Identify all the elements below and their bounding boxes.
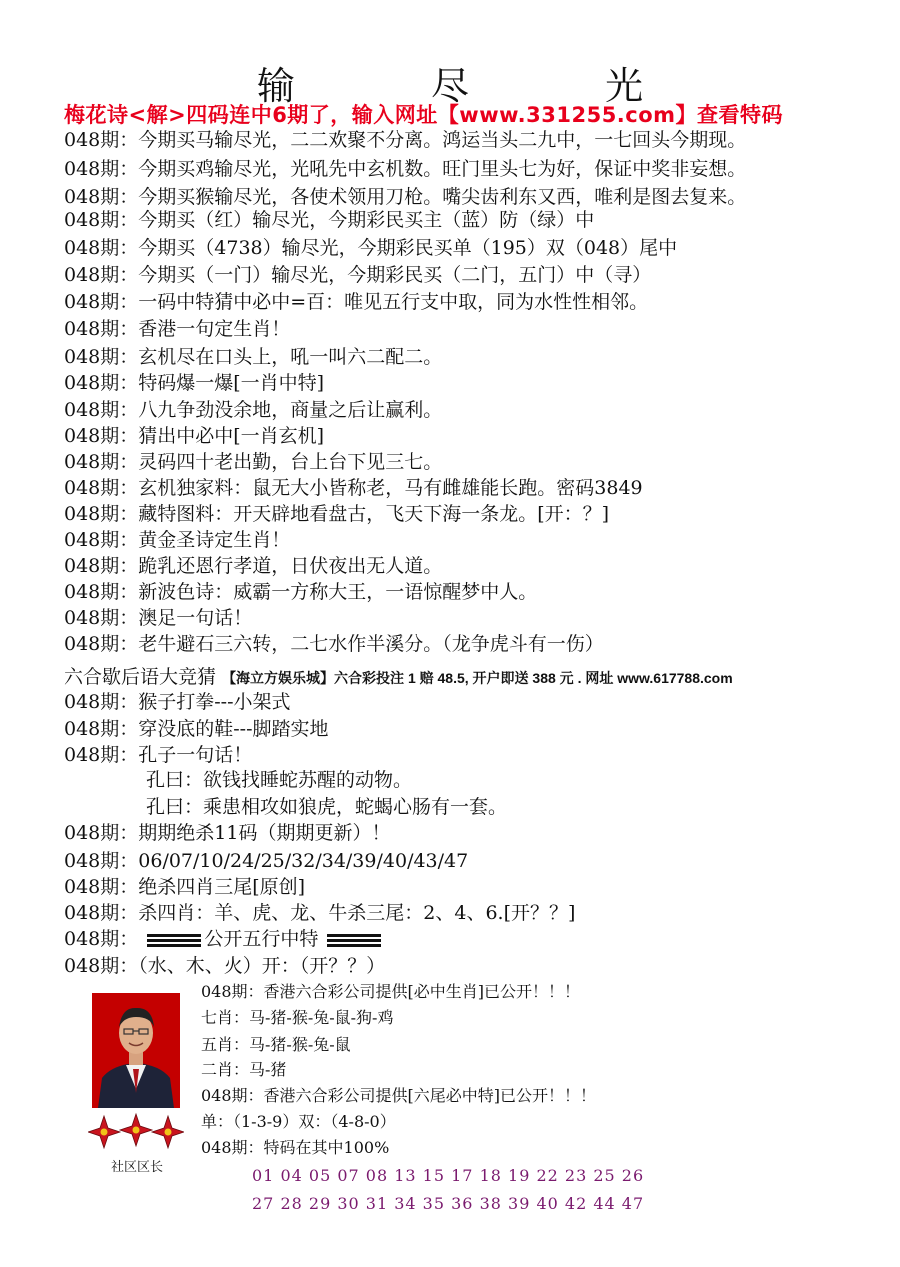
list-item: 二肖：马-猪 [201, 1060, 287, 1079]
list-item: 048期：杀四肖：羊、虎、龙、牛杀三尾：2、4、6.[开？？] [64, 902, 576, 924]
list-item: 048期：期期绝杀11码（期期更新）！ [64, 822, 391, 844]
list-item: 048期：一码中特猜中必中=百：唯见五行支中取，同为水性性相邻。 [64, 291, 649, 313]
list-item: 048期：澳足一句话！ [64, 607, 253, 629]
list-item: 单：（1-3-9）双：（4-8-0） [201, 1112, 396, 1131]
list-item: 048期：（水、木、火）开：（开？？） [64, 955, 386, 977]
list-item: 048期：香港六合彩公司提供[必中生肖]已公开！！！ [201, 982, 581, 1001]
wuxing-heading: 公开五行中特 [204, 928, 319, 950]
list-item: 048期：今期买马输尽光，二二欢聚不分离。鸿运当头二九中，一七回头今期现。 [64, 129, 747, 151]
trigram-icon [147, 934, 201, 947]
promo-banner[interactable]: 梅花诗<解>四码连中6期了，输入网址【www.331255.com】查看特码 [64, 103, 784, 127]
ad-line[interactable] [64, 662, 733, 689]
list-item: 048期：香港一句定生肖！ [64, 318, 291, 340]
wuxing-line [64, 926, 384, 952]
trigram-icon [327, 934, 381, 947]
number-row: 27 28 29 30 31 34 35 36 38 39 40 42 44 47 [252, 1194, 645, 1213]
list-item: 048期：猜出中必中[一肖玄机] [64, 425, 325, 447]
period-label: 048期： [64, 928, 139, 950]
list-item: 048期：今期买（4738）输尽光，今期彩民买单（195）双（048）尾中 [64, 237, 678, 259]
list-item: 048期：老牛避石三六转，二七水作半溪分。（龙争虎斗有一伤） [64, 633, 604, 655]
list-item: 048期：今期买（红）输尽光，今期彩民买主（蓝）防（绿）中 [64, 209, 595, 231]
page-title: 输 尽 光 [256, 64, 706, 108]
list-item: 048期：新波色诗：威霸一方称大王，一语惊醒梦中人。 [64, 581, 538, 603]
list-item: 048期：今期买（一门）输尽光，今期彩民买（二门，五门）中（寻） [64, 264, 652, 286]
list-item: 048期：藏特图料：开天辟地看盘古，飞天下海一条龙。[开：？] [64, 503, 610, 525]
list-item: 七肖：马-猪-猴-兔-鼠-狗-鸡 [201, 1008, 394, 1027]
list-item: 048期：黄金圣诗定生肖！ [64, 529, 291, 551]
list-item: 048期：06/07/10/24/25/32/34/39/40/43/47 [64, 850, 469, 872]
medal-icons [88, 1110, 184, 1154]
list-item: 048期：特码在其中100% [201, 1138, 390, 1157]
list-item: 048期：跪乳还恩行孝道，日伏夜出无人道。 [64, 555, 443, 577]
ad-prefix: 六合歇后语大竞猜 [64, 666, 217, 688]
ad-link[interactable]: 【海立方娱乐城】六合彩投注 1 赔 48.5, 开户即送 388 元 . 网址 www.617788.com [222, 670, 733, 686]
list-item: 048期：玄机独家料：鼠无大小皆称老，马有雌雄能长跑。密码3849 [64, 477, 643, 499]
list-item: 孔曰：乘患相攻如狼虎，蛇蝎心肠有一套。 [146, 796, 508, 818]
list-item: 048期：绝杀四肖三尾[原创] [64, 876, 306, 898]
list-item: 048期：今期买猴输尽光，各使术领用刀枪。嘴尖齿利东又西，唯利是图去复来。 [64, 186, 747, 208]
list-item: 五肖：马-猪-猴-兔-鼠 [201, 1035, 351, 1054]
list-item: 048期：今期买鸡输尽光，光吼先中玄机数。旺门里头七为好，保证中奖非妄想。 [64, 158, 747, 180]
list-item: 048期：穿没底的鞋---脚踏实地 [64, 718, 329, 740]
list-item: 048期：玄机尽在口头上，吼一叫六二配二。 [64, 346, 443, 368]
photo-caption: 社区区长 [110, 1160, 163, 1175]
list-item: 048期：猴子打拳---小架式 [64, 691, 291, 713]
list-item: 048期：八九争劲没余地，商量之后让赢利。 [64, 399, 443, 421]
number-row: 01 04 05 07 08 13 15 17 18 19 22 23 25 26 [252, 1166, 645, 1185]
avatar [92, 993, 180, 1108]
list-item: 孔曰：欲钱找睡蛇苏醒的动物。 [146, 769, 413, 791]
list-item: 048期：灵码四十老出勤，台上台下见三七。 [64, 451, 443, 473]
list-item: 048期：特码爆一爆[一肖中特] [64, 372, 325, 394]
list-item: 048期：香港六合彩公司提供[六尾必中特]已公开！！！ [201, 1086, 597, 1105]
list-item: 048期：孔子一句话！ [64, 744, 253, 766]
